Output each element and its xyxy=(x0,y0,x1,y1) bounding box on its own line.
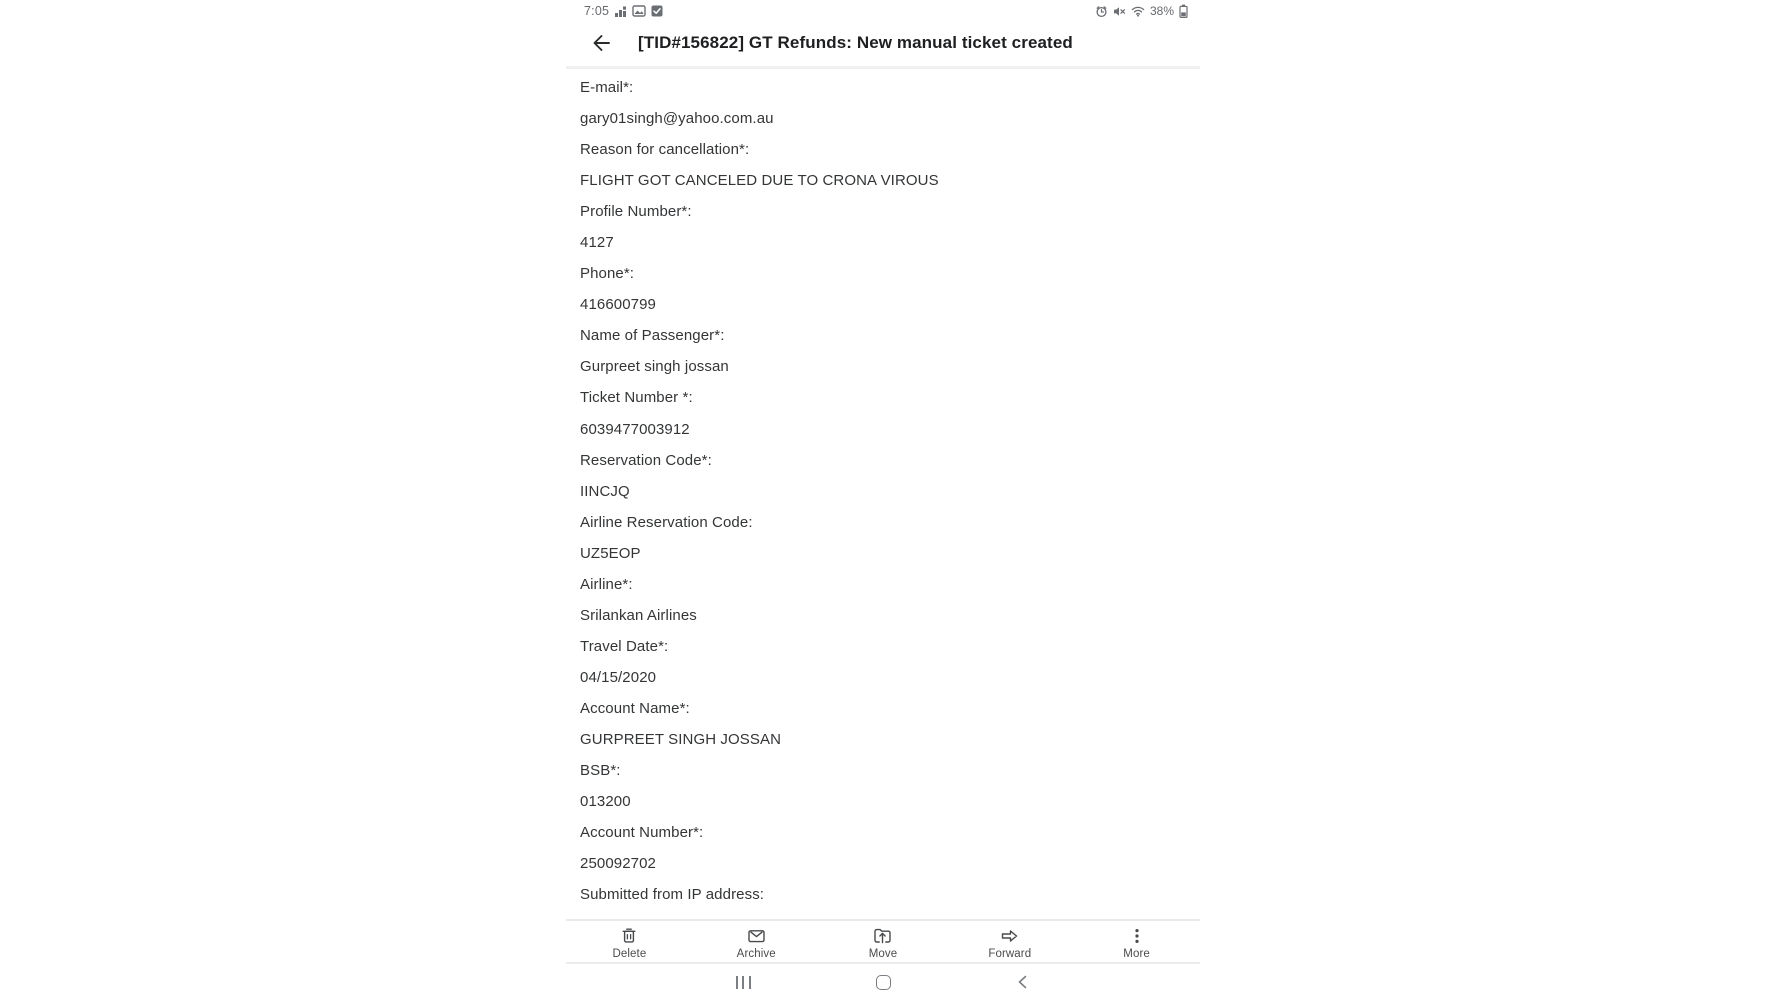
field-label: BSB*: xyxy=(580,762,621,780)
alarm-icon xyxy=(1095,5,1108,18)
field-value: 250092702 xyxy=(580,855,656,873)
android-nav-bar xyxy=(566,964,1200,1000)
back-button[interactable] xyxy=(588,30,614,56)
field-label: Reason for cancellation*: xyxy=(580,141,750,159)
toolbar-button-label: Delete xyxy=(612,948,647,960)
field-label: Profile Number*: xyxy=(580,203,692,221)
archive-icon xyxy=(746,926,767,946)
toolbar-button-label: Archive xyxy=(736,948,776,960)
field-value: 416600799 xyxy=(580,296,656,314)
field-value: FLIGHT GOT CANCELED DUE TO CRONA VIROUS xyxy=(580,172,939,190)
delete-button[interactable] xyxy=(566,921,693,962)
field-value: Srilankan Airlines xyxy=(580,606,697,624)
field-label: Account Name*: xyxy=(580,699,690,717)
field-value: Gurpreet singh jossan xyxy=(580,358,729,376)
mute-icon xyxy=(1113,5,1126,18)
field-value: IINCJQ xyxy=(580,482,630,500)
more-button[interactable] xyxy=(1073,921,1200,962)
field-label: Reservation Code*: xyxy=(580,451,712,469)
archive-button[interactable] xyxy=(693,921,820,962)
field-value: gary01singh@yahoo.com.au xyxy=(580,110,774,128)
field-label: Travel Date*: xyxy=(580,637,669,655)
status-clock: 7:05 xyxy=(584,4,610,18)
battery-icon xyxy=(1179,4,1188,18)
home-button[interactable] xyxy=(873,972,893,992)
forward-icon xyxy=(999,926,1020,946)
header-divider xyxy=(566,66,1200,69)
wifi-icon xyxy=(1131,5,1145,17)
battery-percent: 38% xyxy=(1149,4,1174,18)
field-value: 04/15/2020 xyxy=(580,668,657,686)
toolbar-button-label: Forward xyxy=(988,948,1032,960)
toolbar-button-label: Move xyxy=(868,948,898,960)
email-header xyxy=(566,24,1200,62)
forward-button[interactable] xyxy=(946,921,1073,962)
trash-icon xyxy=(619,926,639,946)
network-activity-icon xyxy=(614,5,627,18)
field-value: 013200 xyxy=(580,793,631,811)
field-value: GURPREET SINGH JOSSAN xyxy=(580,731,782,748)
field-label: Submitted from IP address: xyxy=(580,886,765,904)
more-icon xyxy=(1127,926,1147,946)
email-app-window xyxy=(566,0,1200,1000)
chevron-left-icon xyxy=(1014,973,1032,991)
checkbox-icon xyxy=(651,5,663,17)
field-label: Phone*: xyxy=(580,265,635,283)
field-label: Name of Passenger*: xyxy=(580,327,725,345)
nav-back-button[interactable] xyxy=(1013,972,1033,992)
screenshot-icon xyxy=(632,5,646,17)
field-label: Account Number*: xyxy=(580,824,704,842)
move-button[interactable] xyxy=(820,921,947,962)
toolbar-button-label: More xyxy=(1123,948,1150,960)
recents-button[interactable] xyxy=(733,972,753,992)
arrow-left-icon xyxy=(590,32,612,54)
email-body xyxy=(566,72,1200,917)
email-action-toolbar xyxy=(566,921,1200,962)
field-label: Airline Reservation Code: xyxy=(580,513,753,531)
move-folder-icon xyxy=(872,926,893,946)
field-value: 4127 xyxy=(580,234,614,252)
status-bar xyxy=(566,2,1200,20)
field-value: 6039477003912 xyxy=(580,420,690,438)
email-subject-title: [TID#156822] GT Refunds: New manual ticket created xyxy=(638,33,1073,52)
field-label: E-mail*: xyxy=(580,79,634,97)
home-icon xyxy=(876,975,891,990)
recents-icon xyxy=(736,976,751,989)
field-label: Airline*: xyxy=(580,575,633,593)
field-value: UZ5EOP xyxy=(580,544,641,562)
field-label: Ticket Number *: xyxy=(580,389,693,407)
